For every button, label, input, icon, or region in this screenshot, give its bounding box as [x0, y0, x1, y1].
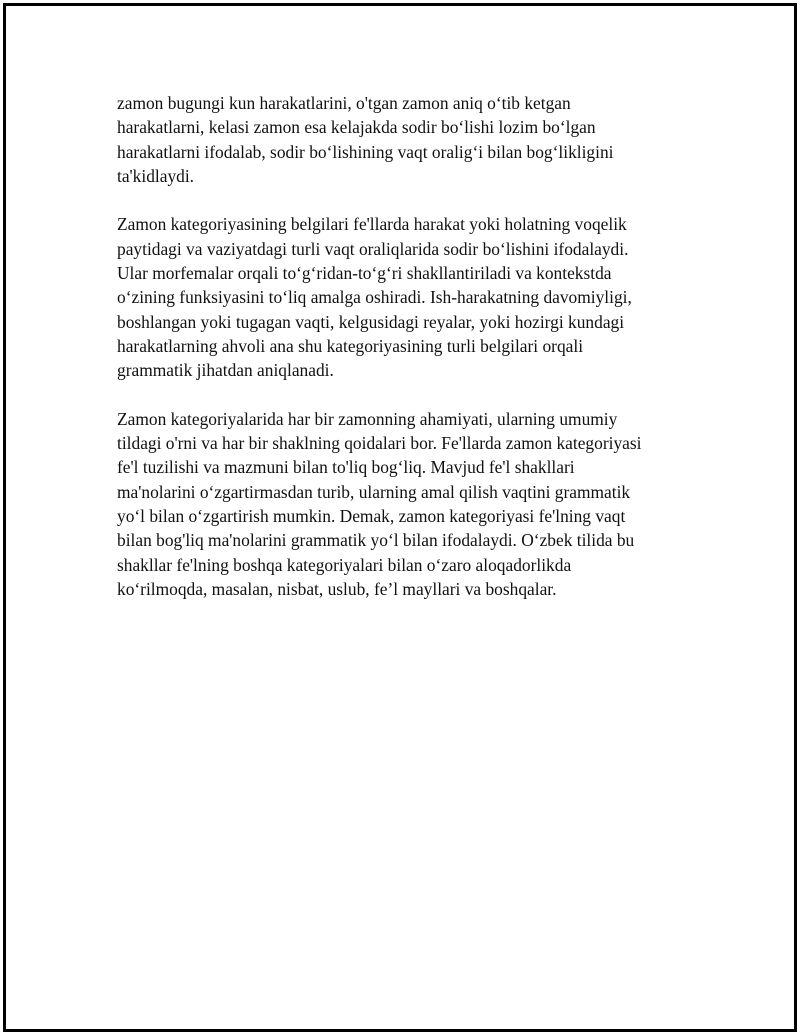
- paragraph-2: Zamon kategoriyasining belgilari fe'llarda harakat yoki holatning voqelik paytidagi va vaziyatdagi turli vaqt oraliqlarida sodir bo‘lishini ifodalaydi. Ular morfemalar orqali to‘g‘ridan-to‘g‘ri shakllantiriladi va kontekstda o‘zining funksiyasini to‘liq amalga oshiradi. Ish-harakatning davomiyligi, boshlangan yoki tugagan vaqti, kelgusidagi reyalar, yoki hozirgi kundagi harakatlarning ahvoli ana shu kategoriyasining turli belgilari orqali grammatik jihatdan aniqlanadi.: [117, 214, 632, 381]
- paragraph-3: Zamon kategoriyalarida har bir zamonning ahamiyati, ularning umumiy tildagi o'rni va har bir shaklning qoidalari bor. Fe'llarda zamon kategoriyasi fe'l tuzilishi va mazmuni bilan to'liq bog‘liq. Mavjud fe'l shakllari ma'nolarini o‘zgartirmasdan turib, ularning amal qilish vaqtini grammatik yo‘l bilan o‘zgartirish mumkin. Demak, zamon kategoriyasi fe'lning vaqt bilan bog'liq ma'nolarini grammatik yo‘l bilan ifodalaydi. O‘zbek tilida bu shakllar fe'lning boshqa kategoriyalari bilan o‘zaro aloqadorlikda ko‘rilmoqda, masalan, nisbat, uslub, fe’l mayllari va boshqalar.: [117, 408, 642, 599]
- document-body: [117, 91, 677, 626]
- paragraph-1: zamon bugungi kun harakatlarini, o'tgan zamon aniq o‘tib ketgan harakatlarni, kelasi zamon esa kelajakda sodir bo‘lishi lozim bo‘lgan harakatlarni ifodalab, sodir bo‘lishining vaqt oralig‘i bilan bog‘likligini ta'kidlaydi.: [117, 93, 614, 186]
